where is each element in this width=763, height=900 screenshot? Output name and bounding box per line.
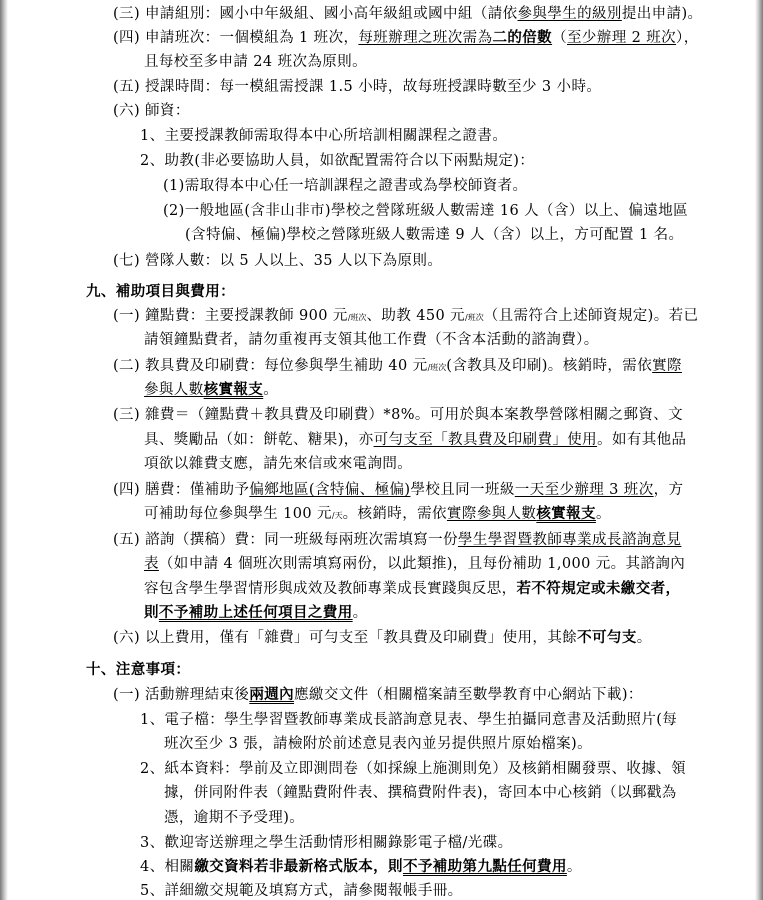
s9-item5-line3: 容包含學生學習情形與成效及教師專業成長實踐與反思，若不符規定或未繳交者， — [144, 580, 681, 597]
s8-item3: (三) 申請組別：國小中年級組、國小高年級組或國中組（請依參與學生的級別提出申請)。 — [113, 6, 703, 22]
s10-item1-1-line2: 班次至少 3 張，請檢附於前述意見表內並另提供照片原始檔案)。 — [164, 736, 592, 752]
s9-item5-line4: 則不予補助上述任何項目之費用。 — [144, 604, 368, 621]
s10-item1-2-line1: 2、紙本資料：學前及立即測問卷（如採線上施測則免）及核銷相關發票、收據、領 — [140, 761, 687, 777]
s8-item6: (六) 師資： — [113, 103, 190, 119]
s10-item1-1-line1: 1、電子檔：學生學習暨教師專業成長諮詢意見表、學生拍攝同意書及活動照片(每 — [140, 712, 678, 728]
s9-item1-line2: 請領鐘點費者，請勿重複再支領其他工作費（不含本活動的諮詢費）。 — [144, 332, 599, 348]
s9-item4-line1: (四) 膳費：僅補助予偏鄉地區(含特偏、極偏)學校且同一班級一天至少辦理 3 班次，方 — [113, 482, 684, 498]
s9-item3-line3: 項欲以雜費支應，請先來信或來電詢問。 — [144, 456, 413, 472]
s8-item6-2-2-line2: (含特偏、極偏)學校之營隊班級人數需達 9 人（含）以上，方可配置 1 名。 — [185, 227, 684, 243]
s10-item1-5: 5、詳細繳交規範及填寫方式，請參閱報帳手冊。 — [140, 883, 463, 899]
s10-item1-2-line2: 據，併同附件表（鐘點費附件表、撰稿費附件表)，寄回本中心核銷（以郵戳為 — [164, 785, 677, 801]
s10-item1-3: 3、歡迎寄送辦理之學生活動情形相關錄影電子檔/光碟。 — [140, 835, 513, 851]
s9-item1-line1: (一) 鐘點費：主要授課教師 900 元/班次、助教 450 元/班次（且需符合上述師資規定)。若已 — [113, 308, 699, 324]
s9-item6: (六) 以上費用，僅有「雜費」可勻支至「教具費及印刷費」使用，其餘不可勻支。 — [113, 629, 652, 646]
s10-item1: (一) 活動辦理結束後兩週內應繳交文件（相關檔案請至數學教育中心網站下載)： — [113, 686, 643, 703]
page-shadow-right — [755, 0, 763, 900]
s9-item5-line1: (五) 諮詢（撰稿）費：同一班級每兩班次需填寫一份學生學習暨教師專業成長諮詢意見 — [113, 532, 682, 548]
page-shadow-left — [0, 0, 8, 900]
section10-heading: 十、注意事項： — [86, 661, 191, 678]
s9-item4-line2: 可補助每位參與學生 100 元/天。核銷時，需依實際參與人數核實報支。 — [144, 505, 611, 522]
s9-item5-line2: 表（如申請 4 個班次則需填寫兩份，以此類推)，且每份補助 1,000 元。其諮詢內 — [144, 556, 686, 572]
s10-item1-2-line3: 憑，逾期不予受理)。 — [164, 810, 305, 826]
section9-heading: 九、補助項目與費用： — [86, 283, 235, 300]
s8-item5: (五) 授課時間：每一模組需授課 1.5 小時，故每班授課時數至少 3 小時。 — [113, 79, 602, 95]
s8-item6-2-2-line1: (2)一般地區(含非山非市)學校之營隊班級人數需達 16 人（含）以上、偏遠地區 — [163, 203, 689, 219]
s10-item1-4: 4、相關繳交資料若非最新格式版本，則不予補助第九點任何費用。 — [140, 858, 582, 875]
s8-item4-line1: (四) 申請班次：一個模組為 1 班次，每班辦理之班次需為二的倍數（至少辦理 2 班次）， — [113, 29, 699, 46]
s8-item4-line2: 且每校至多申請 24 班次為原則。 — [144, 54, 367, 70]
s9-item2-line1: (二) 教具費及印刷費：每位參與學生補助 40 元/班次(含教具及印刷)。核銷時，需依實際 — [113, 358, 682, 374]
s8-item7: (七) 營隊人數：以 5 人以上、35 人以下為原則。 — [113, 253, 443, 269]
s9-item2-line2: 參與人數核實報支。 — [144, 381, 279, 398]
s8-item6-1: 1、主要授課教師需取得本中心所培訓相關課程之證書。 — [140, 128, 508, 144]
s8-item6-2-1: (1)需取得本中心任一培訓課程之證書或為學校師資者。 — [163, 178, 528, 194]
s9-item3-line1: (三) 雜費＝（鐘點費＋教具費及印刷費）*8%。可用於與本案教學營隊相關之郵資、文 — [113, 407, 684, 423]
s8-item6-2: 2、助教(非必要協助人員，如欲配置需符合以下兩點規定)： — [140, 153, 535, 169]
s9-item3-line2: 具、獎勵品（如：餅乾、糖果)，亦可勻支至「教具費及印刷費」使用。如有其他品 — [144, 432, 687, 448]
